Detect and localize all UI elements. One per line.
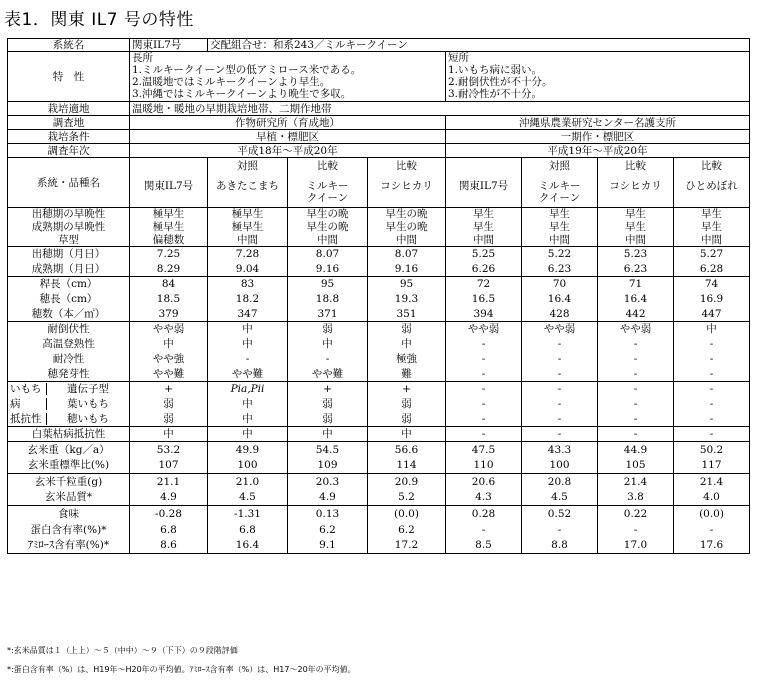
value-cell: 早生の晩 [288,208,368,221]
value-cell: -0.28 [130,506,208,522]
row-label: 玄米品質* [8,490,130,506]
table-row [8,234,750,247]
value-cell: 4.9 [130,490,208,506]
value-cell: - [446,367,522,382]
value-cell: 弱 [288,322,368,337]
merit-3: 3.沖縄ではミルキークイーンより晩生で多収。 [132,88,352,100]
table-row [8,412,750,427]
value-cell: 難 [368,367,446,382]
row-label: 穂長（cm） [8,292,130,307]
page-title: 表1．関東 IL7 号の特性 [4,10,194,30]
merit-1: 1.ミルキークイーン型の低アミロース米である。 [132,64,362,76]
row-label: 高温登熟性 [8,337,130,352]
demerit-3: 3.耐冷性が不十分。 [448,88,543,100]
variety-tag: 比較 [701,160,723,172]
value-cell: 16.5 [446,292,522,307]
value-cell: 43.3 [522,442,598,458]
value-cell: やや弱 [446,322,522,337]
value-cell: 弱 [130,397,208,412]
value-cell: - [674,412,750,427]
table-row [8,307,750,322]
value-cell: 84 [130,277,208,292]
value-cell: 中 [208,397,288,412]
row-label: 穂発芽性 [8,367,130,382]
table-row [8,458,750,474]
value-cell: 極早生 [130,221,208,234]
value-cell: 中間 [288,234,368,247]
value-cell: 早生 [446,208,522,221]
variety-header-1 [130,158,208,208]
row-label: 耐倒伏性 [8,322,130,337]
value-cell: 中間 [446,234,522,247]
row-label: 稈長（cm） [8,277,130,292]
value-cell: 中 [288,337,368,352]
footnote-2: *:蛋白含有率（%）は、H19年～H20年の平均値。ｱﾐﾛｰｽ含有率（%）は、H17～20年の平均値。 [7,665,356,674]
value-cell: 56.6 [368,442,446,458]
value-cell: - [598,427,674,442]
value-cell: - [598,337,674,352]
row-label: 食味 [8,506,130,522]
value-cell: - [674,397,750,412]
row-label: 蛋白含有率(%)* [8,522,130,538]
value-cell: 中 [208,412,288,427]
value-cell: - [446,522,522,538]
value-cell: 442 [598,307,674,322]
merit-2: 2.温暖地ではミルキークイーンより早生。 [132,76,331,88]
value-cell: Pia,Pii [208,382,288,397]
value-cell: 極早生 [130,208,208,221]
condition-2: 一期作・標肥区 [446,130,750,144]
value-cell: 早生 [598,221,674,234]
value-cell: 弱 [368,412,446,427]
table-row [8,322,750,337]
row-label: 出穂期の早晩性 [8,208,130,221]
value-cell: 371 [288,307,368,322]
value-cell: 6.23 [522,262,598,277]
value-cell: 95 [288,277,368,292]
value-cell: 0.13 [288,506,368,522]
value-cell: 中間 [598,234,674,247]
value-cell: 49.9 [208,442,288,458]
value-cell: - [674,522,750,538]
row-label: 玄米千粒重(g) [8,474,130,490]
value-cell: 中 [208,337,288,352]
value-cell: 117 [674,458,750,474]
value-cell: 16.9 [674,292,750,307]
value-cell: 21.4 [674,474,750,490]
table-row [8,474,750,490]
value-cell: 394 [446,307,522,322]
value-cell: 107 [130,458,208,474]
value-cell: - [598,412,674,427]
table-row [8,442,750,458]
value-cell: 8.29 [130,262,208,277]
value-cell: 8.8 [522,538,598,554]
demerit-1: 1.いもち病に弱い。 [448,64,543,76]
value-cell: 17.0 [598,538,674,554]
site-2: 沖縄県農業研究センター名護支所 [446,116,750,130]
row-label: 成熟期の早晩性 [8,221,130,234]
row-label: 草型 [8,234,130,247]
blast-outer-label: 抵抗性 [8,413,47,425]
value-cell: - [674,382,750,397]
value-cell: - [522,427,598,442]
year-2: 平成19年～平成20年 [446,144,750,158]
value-cell: 0.22 [598,506,674,522]
blast-label-cell [8,412,130,427]
value-cell: 6.28 [674,262,750,277]
condition-1: 早植・標肥区 [130,130,446,144]
blast-outer-label: 病 [8,398,47,410]
value-cell: やや弱 [598,322,674,337]
value-cell: 9.16 [368,262,446,277]
value-cell: 44.9 [598,442,674,458]
value-cell: 6.8 [130,522,208,538]
value-cell: 極早生 [208,221,288,234]
value-cell: 20.8 [522,474,598,490]
value-cell: 6.2 [288,522,368,538]
variety-name: ひとめぼれ [685,180,738,192]
variety-tag: 比較 [625,160,646,172]
value-cell: - [288,352,368,367]
value-cell: 19.3 [368,292,446,307]
blast-row-label: 遺伝子型 [67,383,109,396]
table-row [8,337,750,352]
variety-name: コシヒカリ [609,180,662,192]
value-cell: 100 [522,458,598,474]
value-cell: 8.07 [368,247,446,262]
value-cell: 中間 [368,234,446,247]
value-cell: 弱 [368,322,446,337]
table-row [8,292,750,307]
value-cell: 中 [368,427,446,442]
variety-header-3 [288,158,368,208]
value-cell: 83 [208,277,288,292]
value-cell: - [674,352,750,367]
value-cell: 中間 [674,234,750,247]
value-cell: 18.2 [208,292,288,307]
blast-outer-label: いもち [8,383,47,395]
value-cell: 8.5 [446,538,522,554]
value-cell: - [522,522,598,538]
value-cell: 5.23 [598,247,674,262]
demerits-title: 短所 [448,52,469,64]
value-cell: 中 [208,427,288,442]
value-cell: やや強 [130,352,208,367]
value-cell: 428 [522,307,598,322]
value-cell: 早生 [522,221,598,234]
value-cell: 5.27 [674,247,750,262]
variety-header-2 [208,158,288,208]
demerit-2: 2.耐倒伏性が不十分。 [448,76,553,88]
value-cell: 71 [598,277,674,292]
value-cell: 中 [288,427,368,442]
value-cell: 中 [368,337,446,352]
value-cell: 105 [598,458,674,474]
value-cell: 5.22 [522,247,598,262]
row-label: 出穂期（月日） [8,247,130,262]
value-cell: 9.1 [288,538,368,554]
value-cell: 21.4 [598,474,674,490]
value-cell: 弱 [130,412,208,427]
value-cell: 9.04 [208,262,288,277]
value-cell: - [674,337,750,352]
year-1: 平成18年～平成20年 [130,144,446,158]
value-cell: やや難 [208,367,288,382]
blast-label-cell [8,382,130,397]
value-cell: - [598,382,674,397]
value-cell: - [446,412,522,427]
value-cell: - [522,352,598,367]
value-cell: 弱 [288,397,368,412]
value-cell: 3.8 [598,490,674,506]
value-cell: 100 [208,458,288,474]
value-cell: 20.6 [446,474,522,490]
value-cell: 109 [288,458,368,474]
table-row [8,262,750,277]
variety-tag [448,160,519,172]
value-cell: 0.28 [446,506,522,522]
table-row [8,208,750,221]
value-cell: 0.52 [522,506,598,522]
value-cell: 50.2 [674,442,750,458]
variety-header-6 [522,158,598,208]
value-cell: - [446,382,522,397]
lineage-name: 関東IL7号 [130,39,208,52]
merits-title: 長所 [132,52,153,64]
value-cell: 21.1 [130,474,208,490]
value-cell: 早生の晩 [368,221,446,234]
value-cell: 中 [130,427,208,442]
value-cell: 17.2 [368,538,446,554]
value-cell: 74 [674,277,750,292]
value-cell: 16.4 [522,292,598,307]
value-cell: 6.8 [208,522,288,538]
value-cell: + [130,382,208,397]
value-cell: 4.0 [674,490,750,506]
table-row [8,247,750,262]
value-cell: - [598,367,674,382]
value-cell: 17.6 [674,538,750,554]
value-cell: やや弱 [130,322,208,337]
table-row [8,382,750,397]
value-cell: - [446,427,522,442]
value-cell: 中 [208,322,288,337]
row-label: 穂数（本／㎡） [8,307,130,322]
value-cell: 早生 [674,208,750,221]
row-label: 耐冷性 [8,352,130,367]
row-label: 玄米重（kg／a） [8,442,130,458]
value-cell: 72 [446,277,522,292]
row-label: 成熟期（月日） [8,262,130,277]
value-cell: - [522,412,598,427]
value-cell: 6.26 [446,262,522,277]
value-cell: 7.25 [130,247,208,262]
table-row [8,506,750,522]
value-cell: - [598,352,674,367]
value-cell: 6.23 [598,262,674,277]
value-cell: 18.8 [288,292,368,307]
blast-label-cell [8,397,130,412]
value-cell: - [446,352,522,367]
value-cell: 早生 [598,208,674,221]
value-cell: 4.5 [208,490,288,506]
value-cell: 447 [674,307,750,322]
value-cell: 極強 [368,352,446,367]
site-1: 作物研究所（育成地） [130,116,446,130]
value-cell: - [522,367,598,382]
value-cell: 18.5 [130,292,208,307]
table-row [8,221,750,234]
value-cell: やや難 [288,367,368,382]
value-cell: やや弱 [522,322,598,337]
value-cell: - [674,427,750,442]
value-cell: - [598,397,674,412]
value-cell: 9.16 [288,262,368,277]
value-cell: - [522,382,598,397]
value-cell: 110 [446,458,522,474]
variety-name: 関東IL7号 [458,180,509,192]
cross-combination: 交配組合せ：和系243／ミルキークイーン [208,39,750,52]
footnote-1: *:玄米品質は１（上上）～５（中中）～９（下下）の９段階評価 [7,646,238,655]
value-cell: 47.5 [446,442,522,458]
value-cell: + [288,382,368,397]
value-cell: - [208,352,288,367]
merits-cell [130,52,446,102]
value-cell: 95 [368,277,446,292]
value-cell: 20.9 [368,474,446,490]
value-cell: 中間 [522,234,598,247]
variety-tag: 対照 [549,160,570,172]
value-cell: 53.2 [130,442,208,458]
table-row [8,277,750,292]
value-cell: 中間 [208,234,288,247]
value-cell: - [522,397,598,412]
variety-name: あきたこまち [216,180,279,192]
value-cell: 379 [130,307,208,322]
row-label: 白葉枯病抵抗性 [8,427,130,442]
variety-tag: 比較 [396,160,417,172]
value-cell: 7.28 [208,247,288,262]
variety-header-8 [674,158,750,208]
variety-header-4 [368,158,446,208]
row-label: ｱﾐﾛｰｽ含有率(%)* [8,538,130,554]
value-cell: 70 [522,277,598,292]
row-label: 玄米重標準比(%) [8,458,130,474]
value-cell: 偏穂数 [130,234,208,247]
value-cell: 8.6 [130,538,208,554]
value-cell: 4.3 [446,490,522,506]
value-cell: 極早生 [208,208,288,221]
value-cell: 20.3 [288,474,368,490]
table-row [8,427,750,442]
lineage-label: 系統名 [8,39,130,52]
value-cell: 6.2 [368,522,446,538]
value-cell: 114 [368,458,446,474]
value-cell: - [446,337,522,352]
value-cell: 中 [130,337,208,352]
variety-tag: 対照 [237,160,258,172]
value-cell: 弱 [288,412,368,427]
value-cell: 4.5 [522,490,598,506]
value-cell: - [522,337,598,352]
region-value: 温暖地・暖地の早期栽培地帯、二期作地帯 [130,102,750,116]
value-cell: 中 [674,322,750,337]
value-cell: 早生 [446,221,522,234]
value-cell: (0.0) [674,506,750,522]
year-label: 調査年次 [8,144,130,158]
variety-name: コシヒカリ [380,180,433,192]
traits-label: 特 性 [8,52,130,102]
region-label: 栽培適地 [8,102,130,116]
characteristics-table [7,38,750,554]
variety-header-7 [598,158,674,208]
value-cell: 早生の晩 [368,208,446,221]
condition-label: 栽培条件 [8,130,130,144]
value-cell: 21.0 [208,474,288,490]
table-row [8,352,750,367]
value-cell: 5.25 [446,247,522,262]
value-cell: - [598,522,674,538]
value-cell: 早生 [674,221,750,234]
variety-name: 関東IL7号 [143,180,194,192]
site-label: 調査地 [8,116,130,130]
value-cell: - [446,397,522,412]
value-cell: (0.0) [368,506,446,522]
blast-row-label: 穂いもち [67,412,109,425]
table-row [8,367,750,382]
value-cell: - [674,367,750,382]
blast-row-label: 葉いもち [67,398,109,410]
table-row [8,538,750,554]
table-row [8,397,750,412]
value-cell: + [368,382,446,397]
value-cell: 16.4 [598,292,674,307]
value-cell: 4.9 [288,490,368,506]
value-cell: やや難 [130,367,208,382]
value-cell: 早生 [522,208,598,221]
variety-name: ミルキー クイーン [306,180,349,204]
value-cell: 早生の晩 [288,221,368,234]
variety-header-5 [446,158,522,208]
demerits-cell [446,52,750,102]
table-row [8,522,750,538]
value-cell: 8.07 [288,247,368,262]
variety-name: ミルキー クイーン [538,180,581,204]
variety-label: 系統・品種名 [8,158,130,208]
value-cell: -1.31 [208,506,288,522]
value-cell: 弱 [368,397,446,412]
value-cell: 347 [208,307,288,322]
value-cell: 351 [368,307,446,322]
value-cell: 5.2 [368,490,446,506]
value-cell: 54.5 [288,442,368,458]
variety-tag [132,160,205,172]
table-row [8,490,750,506]
variety-tag: 比較 [317,160,338,172]
value-cell: 16.4 [208,538,288,554]
